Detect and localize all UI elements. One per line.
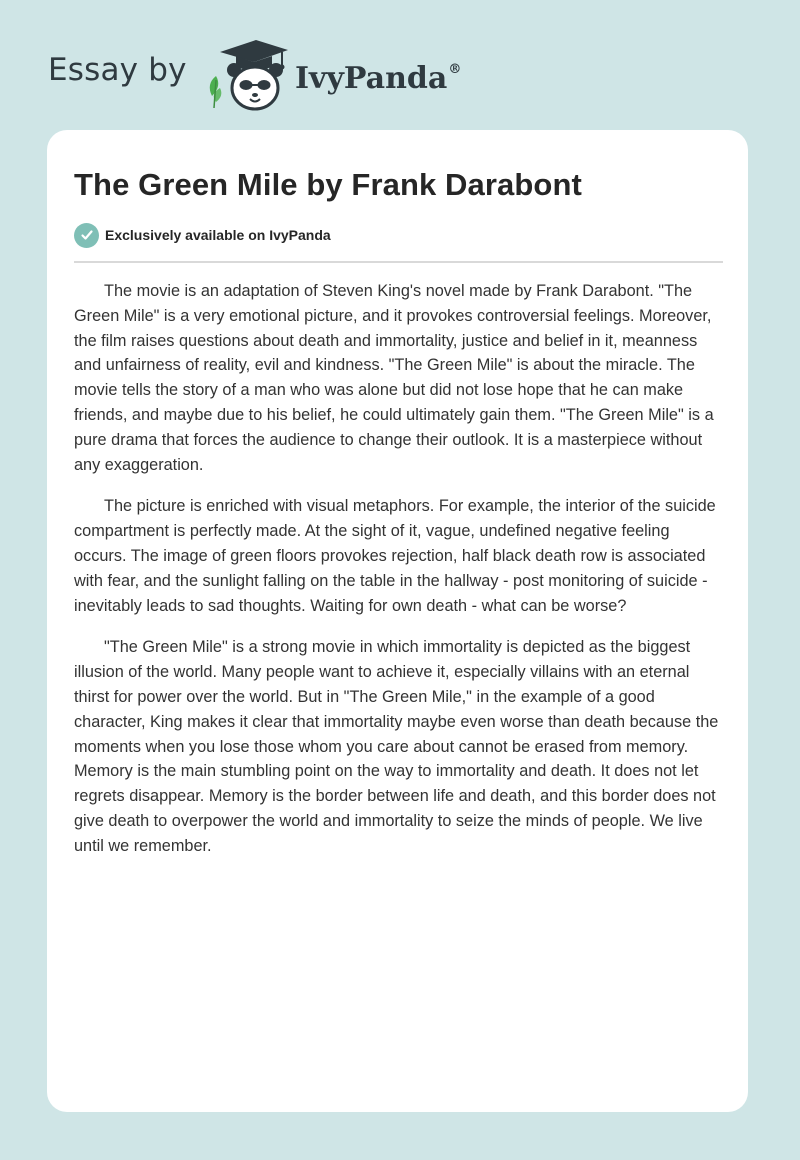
checkmark-icon — [74, 223, 99, 248]
registered-mark: ® — [448, 62, 462, 77]
brand-name[interactable]: IvyPanda® — [295, 61, 462, 96]
paragraph: The picture is enriched with visual metaphors. For example, the interior of the suicide compartment is perfectly made. At the sight of it, vague, undefined negative feeling occurs. The image of green floors provokes rejection, half black death row is associated with fear, and the sunlight falling on the table in the hallway - post monitoring of suicide - inevitably leads to sad thoughts. Waiting for own death - what can be worse? — [74, 497, 716, 615]
site-header — [48, 30, 508, 110]
panda-face-icon — [227, 63, 283, 109]
exclusive-badge — [74, 222, 331, 248]
badge-label: Exclusively available on IvyPanda — [105, 227, 331, 243]
leaf-icon — [210, 76, 222, 108]
essay-by-label: Essay by — [48, 52, 187, 88]
paragraph: "The Green Mile" is a strong movie in which immortality is depicted as the biggest illusion of the world. Many people want to achieve it, especially villains with an eternal thirst for power over the world. But in "The Green Mile," in the example of a good character, King makes it clear that immortality maybe even worse than death because the moments when you lose those whom you care about cannot be erased from memory. Memory is the main stumbling point on the way to immortality and death. It does not let regrets disappear. Memory is the border between life and death, and this border does not give death to overpower the world and immortality to seize the minds of people. We live until we remember. — [74, 638, 719, 855]
essay-body — [74, 279, 725, 876]
essay-card — [47, 130, 748, 1112]
paragraph: The movie is an adaptation of Steven King's novel made by Frank Darabont. "The Green Mile" is a very emotional picture, and it provokes controversial feelings. Moreover, the film raises questions about death and immortality, justice and belief in it, meanness and unfairness of reality, evil and kindness. "The Green Mile" is about the miracle. The movie tells the story of a man who was alone but did not lose hope that he can make friends, and maybe due to his belief, he could ultimately gain them. "The Green Mile" is a pure drama that forces the audience to change their outlook. It is a masterpiece without any exaggeration. — [74, 282, 714, 474]
divider — [74, 261, 723, 263]
page-title: The Green Mile by Frank Darabont — [74, 167, 582, 202]
panda-logo-icon[interactable] — [202, 36, 292, 112]
